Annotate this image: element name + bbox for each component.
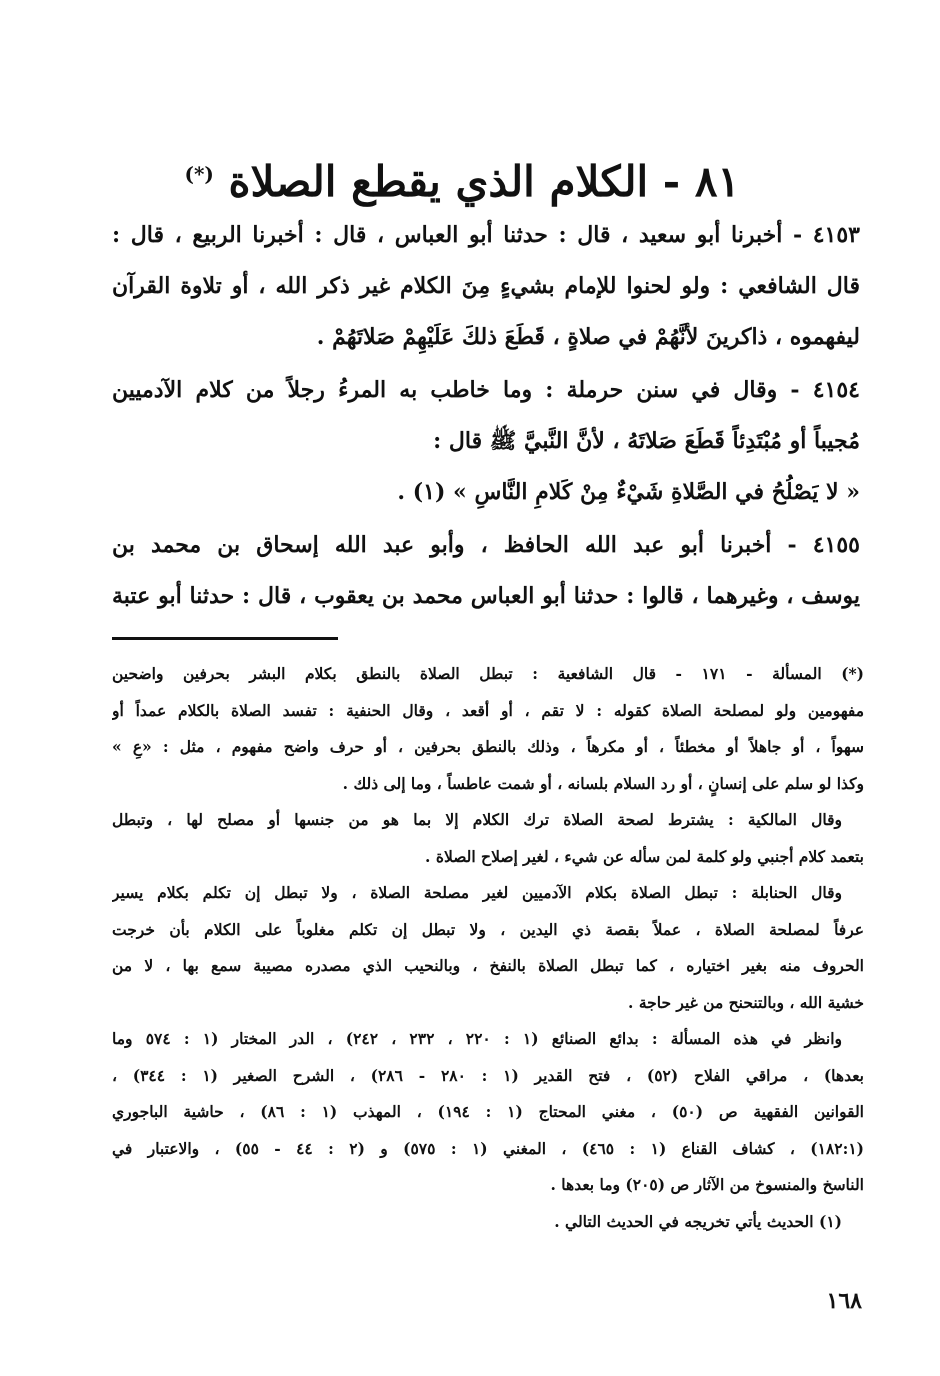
footnote-line: خشية الله ، وبالتنحنح من غير حاجة . bbox=[628, 992, 864, 1012]
text-line: ٤١٥٤ - وقال في سنن حرملة : وما خاطب به المرءُ رجلاً من كلام الآدميين bbox=[112, 377, 860, 403]
footnote-line: وقال المالكية : يشترط لصحة الصلاة ترك الكلام إلا بما هو من جنسها أو مصلح لها ، وتبطل bbox=[112, 810, 842, 829]
footnote-line: بتعمد كلام أجنبي ولو كلمة لمن سأله عن شيء ، لغير إصلاح الصلاة . bbox=[425, 846, 864, 866]
page-number: ١٦٨ bbox=[826, 1288, 862, 1314]
quoted-hadith: « لا يَصْلُحُ في الصَّلاةِ شَيْءٌ مِنْ كَلامِ النَّاسِ » (١) . bbox=[397, 479, 860, 505]
footnote-masala-171 bbox=[112, 656, 864, 802]
text-line: يوسف ، وغيرهما ، قالوا : حدثنا أبو العباس محمد بن يعقوب ، قال : حدثنا أبو عتبة bbox=[112, 583, 860, 609]
footnote-line: عرفاً لمصلحة الصلاة ، عملاً بقصة ذي اليدين ، ولا تبطل إن تكلم مغلوباً على الكلام بأن خرجت bbox=[112, 919, 864, 939]
footnote-maliki bbox=[112, 802, 864, 875]
footnote-1 bbox=[112, 1204, 864, 1241]
footnote-line: (*) المسألة - ١٧١ - قال الشافعية : تبطل الصلاة بالنطق بكلام البشر بحرفين واضحين bbox=[112, 664, 864, 683]
hadith-paragraph-4154 bbox=[112, 365, 860, 518]
text-line: ٤١٥٣ - أخبرنا أبو سعيد ، قال : حدثنا أبو العباس ، قال : أخبرنا الربيع ، قال : bbox=[112, 222, 860, 248]
footnote-hanbali bbox=[112, 875, 864, 1021]
footnote-line: سهواً ، أو جاهلاً أو مخطئاً ، أو مكرهاً ، وذلك بالنطق بحرفين ، أو حرف واضح مفهوم ، مثل : «عِ » bbox=[112, 737, 864, 756]
hadith-paragraph-4153 bbox=[112, 210, 860, 363]
chapter-title-text: ٨١ - الكلام الذي يقطع الصلاة bbox=[228, 157, 740, 206]
footnote-line: وكذا لو سلم على إنسانٍ ، أو رد السلام بلسانه ، أو شمت عاطساً ، وما إلى ذلك . bbox=[342, 773, 864, 793]
footnote-line: مفهومين ولو لمصلحة الصلاة كقوله : لا تقم ، أو أقعد ، وقال الحنفية : تفسد الصلاة بالكلام عمداً أو bbox=[112, 700, 864, 720]
footnote-references bbox=[112, 1021, 864, 1204]
footnote-line: وانظر في هذه المسألة : بدائع الصنائع (١ : ٢٢٠ ، ٢٣٢ ، ٢٤٢) ، الدر المختار (١ : ٥٧٤ وما bbox=[112, 1029, 842, 1048]
hadith-paragraph-4155 bbox=[112, 520, 860, 622]
footnote-line: (١٨٢:١) ، كشاف القناع (١ : ٤٦٥) ، المغني (١ : ٥٧٥) و (٢ : ٤٤ - ٥٥) ، والاعتبار في bbox=[112, 1138, 864, 1158]
footnote-line: الحروف منه بغير اختياره ، كما تبطل الصلاة بالنفخ ، وبالنحيب الذي مصدره مصيبة سمع بها ، لا من bbox=[112, 956, 864, 975]
chapter-title bbox=[184, 136, 740, 212]
footnote-line: القوانين الفقهية ص (٥٠) ، مغني المحتاج (١ : ١٩٤) ، المهذب (١ : ٨٦) ، حاشية الباجوري bbox=[112, 1102, 864, 1121]
footnote-line: (١) الحديث يأتي تخريجه في الحديث التالي . bbox=[554, 1211, 842, 1231]
footnotes bbox=[112, 656, 864, 1240]
text-line: ٤١٥٥ - أخبرنا أبو عبد الله الحافظ ، وأبو عبد الله إسحاق بن محمد بن bbox=[112, 532, 860, 558]
footnote-divider bbox=[112, 637, 338, 640]
footnote-line: بعدها) ، مراقي الفلاح (٥٢) ، فتح القدير (١ : ٢٨٠ - ٢٨٦) ، الشرح الصغير (١ : ٣٤٤) ، bbox=[112, 1065, 864, 1085]
text-line: ليفهموه ، ذاكرينَ لأنَّهُمْ في صلاةٍ ، قَطَعَ ذلكَ عَلَيْهِمْ صَلاتَهُمْ . bbox=[316, 324, 860, 350]
text-line: مُجيباً أو مُبْتَدِئاً قَطَعَ صَلاتَهُ ، لأنَّ النَّبيَّ ﷺ قال : bbox=[433, 428, 860, 454]
main-text bbox=[112, 210, 860, 622]
text-line: قال الشافعي : ولو لحنوا للإمام بشيءٍ مِنَ الكلام غير ذكر الله ، أو تلاوة القرآن bbox=[112, 273, 860, 299]
footnote-line: وقال الحنابلة : تبطل الصلاة بكلام الآدميين لغير مصلحة الصلاة ، ولا تبطل إن تكلم بكلام يسير bbox=[112, 883, 842, 902]
footnote-line: الناسخ والمنسوخ من الآثار ص (٢٠٥) وما بعدها . bbox=[550, 1175, 864, 1194]
footnote-marker: (*) bbox=[184, 162, 214, 186]
